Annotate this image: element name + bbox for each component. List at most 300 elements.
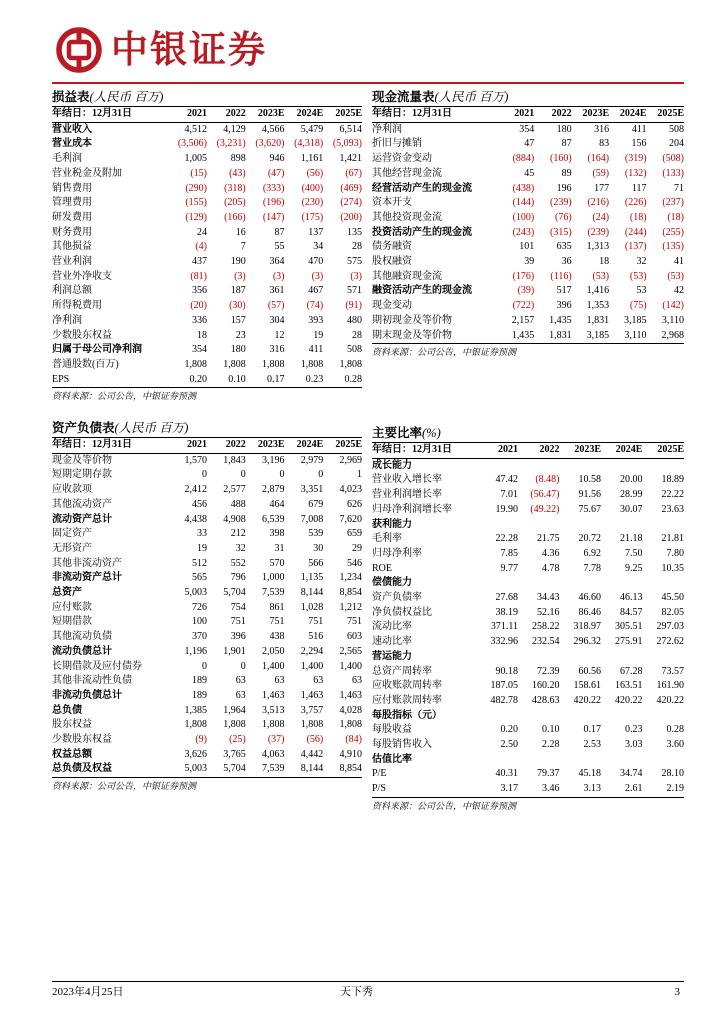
table-row [52,542,362,557]
table-cell-value: 1,463 [339,689,362,701]
table-cell-empty [518,576,559,591]
table-row [372,211,684,226]
row-label: 净负债权益比 [372,606,432,618]
table-row [52,167,362,182]
table-cell-value: 137 [308,226,324,238]
table-cell-value: 2,050 [262,645,285,657]
table-cell-value: 1,964 [223,704,246,716]
row-label: 资产负债率 [372,592,422,604]
row-label: 流动比率 [372,621,412,633]
column-header-year: 2022 [207,438,246,453]
table-cell-value: 1,808 [300,358,324,370]
table-cell-value: 7.50 [624,547,643,559]
table-cell-value: 4,129 [223,123,246,135]
table-cell-value: 482.78 [490,694,519,706]
table-cell-value: 4.36 [542,547,560,559]
table-cell-value: 63 [352,675,362,687]
table-cell-value: 177 [594,182,610,194]
row-label: 管理费用 [52,197,92,209]
table-cell-value: 28.99 [619,489,643,501]
table-cell-value: 437 [192,256,207,268]
table-cell-value: (76) [555,211,572,223]
table-cell-value: 467 [308,285,324,297]
column-header-date: 年结日：12月31日 [372,443,477,458]
section-label: 估值比率 [372,753,412,765]
table-row [52,453,362,468]
row-label: 所得税费用 [52,300,102,312]
table-row [52,211,362,226]
table-cell-value: 5,704 [207,762,246,777]
table-cell-value: 1,808 [262,358,285,370]
table-cell-value: 87 [561,138,572,150]
row-label: 营业收入 [52,123,92,135]
row-label: 普通股数(百万) [52,358,119,370]
table-cell-value: 1,808 [262,719,285,731]
row-label: 其他非流动性负债 [52,675,132,687]
table-row [52,498,362,513]
table-row [372,226,684,241]
table-cell-value: 3,196 [262,454,285,466]
table-cell-value: 83 [599,138,610,150]
table-cell-value: 1,808 [339,719,362,731]
table-cell-empty [642,650,684,665]
table-cell-value: (237) [662,197,684,209]
table-cell-value: (39) [517,285,535,297]
table-row [372,473,684,488]
table-cell-empty [601,753,642,768]
table-row [52,718,362,733]
table-cell-value: 304 [269,314,285,326]
table-cell-value: 23 [235,329,246,341]
table-cell-value: (8.48) [535,474,560,486]
table-cell-value: 2.50 [500,739,519,751]
table-cell-value: 53 [636,285,647,297]
table-cell-value: 488 [230,498,246,510]
table-cell-value: 3,351 [300,484,324,496]
table-cell-value: (175) [301,211,324,223]
table-cell-value: 754 [230,601,246,613]
table-cell-value: 30.07 [619,503,643,515]
table-cell-value: 5,003 [168,762,207,777]
table-row [52,601,362,616]
table-cell-value: (135) [662,241,684,253]
row-label: 非流动资产总计 [52,572,122,584]
table-cell-empty [642,518,684,533]
table-row [52,329,362,344]
table-cell-value: 603 [347,631,362,643]
table-cell-value: (56.47) [530,489,560,501]
table-cell-value: 438 [269,631,285,643]
table-cell-value: 190 [230,256,246,268]
table-cell-value: 36 [561,256,572,268]
table-cell-value: 7.78 [583,562,601,574]
table-cell-value: (226) [624,197,647,209]
row-label: 营业收入增长率 [372,474,442,486]
table-cell-empty [601,576,642,591]
table-cell-value: (4) [195,241,207,253]
table-cell-value: (3) [234,270,246,282]
table-cell-value: 2,294 [300,645,324,657]
table-row [372,137,684,152]
table-cell-value: 1,028 [300,601,324,613]
table-cell-value: (56) [306,734,324,746]
table-cell-value: (155) [185,197,207,209]
table-cell-value: 41 [674,256,684,268]
row-label: 总资产周转率 [372,665,432,677]
table-cell-value: 163.51 [614,680,643,692]
table-cell-value: 18 [197,329,207,341]
table-cell-value: 8,144 [285,762,324,777]
row-label: 其他非流动资产 [52,557,122,569]
row-label: 总资产 [52,587,82,599]
table-cell-value: (144) [512,197,535,209]
table-cell-value: (3,620) [255,138,285,150]
row-label: EPS [52,373,168,388]
table-cell-value: 1,808 [223,358,246,370]
table-cell-value: 73.57 [661,665,684,677]
table-cell-value: (116) [550,270,572,282]
row-label: 少数股东权益 [52,734,112,746]
table-row [372,182,684,197]
table-cell-value: (230) [301,197,324,209]
table-cell-value: 275.91 [614,636,643,648]
table-cell-value: 0.10 [207,373,246,388]
table-cell-value: 1,400 [262,660,285,672]
column-header-year: 2022 [207,107,246,122]
table-cell-empty [477,753,518,768]
table-cell-value: 21.81 [661,533,684,545]
table-cell-value: 1,385 [184,704,207,716]
table-cell-value: 272.62 [656,636,684,648]
row-label: 固定资产 [52,528,92,540]
table-cell-value: (25) [229,734,246,746]
column-header-year: 2023E [246,107,285,122]
table-cell-value: 2.19 [642,782,684,797]
table-row [52,314,362,329]
row-label: 应收账款周转率 [372,680,442,692]
table-cell-value: 2,968 [647,329,684,344]
table-row [372,679,684,694]
row-label: 折旧与摊销 [372,138,422,150]
table-cell-value: 898 [230,153,246,165]
table-cell-value: (205) [224,197,246,209]
table-row [52,255,362,270]
table-cell-value: (3) [311,270,324,282]
table-cell-value: 232.54 [532,636,560,648]
row-label: 非流动负债总计 [52,689,122,701]
table-row [52,358,362,373]
table-cell-value: (53) [667,270,684,282]
table-row [52,182,362,197]
table-cell-value: 1,313 [586,241,610,253]
table-cell-value: (142) [662,300,684,312]
row-label: 股权融资 [372,256,412,268]
table-cell-value: (5,093) [332,138,362,150]
table-row [372,122,684,137]
table-cell-value: 1,435 [549,314,572,326]
table-cell-value: 89 [561,167,572,179]
table-cell-value: 71 [674,182,684,194]
key-ratios-panel [372,425,684,813]
brand-name: 中银证券 [111,28,267,71]
section-label: 成长能力 [372,459,412,471]
table-row [52,513,362,528]
table-cell-value: (333) [262,182,285,194]
table-cell-value: 4,910 [339,748,362,760]
table-cell-value: 2.28 [542,739,560,751]
table-row [372,694,684,709]
table-cell-value: (57) [267,300,285,312]
table-cell-value: 0.17 [583,724,601,736]
table-cell-value: (133) [662,167,684,179]
table-cell-value: 751 [347,616,362,628]
table-cell-value: (137) [624,241,647,253]
table-cell-empty [560,753,601,768]
table-cell-value: 1,400 [339,660,362,672]
table-cell-value: 33 [197,528,207,540]
table-cell-value: 464 [269,498,285,510]
column-header-year: 2024E [601,443,642,458]
table-cell-value: 79.37 [537,768,560,780]
table-cell-value: 75.67 [578,503,601,515]
table-cell-empty [642,576,684,591]
table-cell-value: 63 [313,675,324,687]
table-cell-value: 20.72 [578,533,601,545]
table-cell-value: 0 [279,469,285,481]
table-cell-value: 7.80 [666,547,684,559]
row-label: P/E [372,768,387,780]
section-row [372,458,684,473]
table-cell-value: 470 [308,256,324,268]
column-header-year: 2023E [572,107,609,122]
table-cell-value: (722) [512,300,535,312]
table-cell-value: 23.63 [661,503,684,515]
table-cell-value: 32 [636,256,647,268]
table-cell-value: (67) [345,167,362,179]
table-cell-value: 7.01 [500,489,519,501]
table-cell-value: 354 [192,344,207,356]
row-label: 运营资金变动 [372,153,432,165]
panel-unit: (人民币 百万) [114,421,189,435]
table-row [52,137,362,152]
table-cell-value: 101 [519,241,535,253]
table-cell-value: (53) [592,270,610,282]
table-cell-value: (91) [345,300,362,312]
section-label: 每股指标（元） [372,709,442,721]
table-cell-value: 3,185 [624,314,647,326]
table-cell-value: 3,110 [661,314,684,326]
table-row [52,299,362,314]
row-label: 每股销售收入 [372,739,432,751]
table-cell-value: 575 [347,256,362,268]
table-header-row [52,438,362,453]
table-cell-value: 0.28 [323,373,362,388]
table-cell-empty [560,458,601,473]
table-cell-value: 67.28 [619,665,643,677]
table-cell-value: 4,023 [339,484,362,496]
section-row [372,709,684,724]
table-cell-value: 396 [230,631,246,643]
row-label: 其他融资现金流 [372,270,442,282]
row-label: 其他投资现金流 [372,211,442,223]
table-row [52,748,362,763]
row-label: 期初现金及等价物 [372,314,452,326]
table-cell-value: 6,514 [339,123,362,135]
table-cell-value: 2,969 [339,454,362,466]
table-cell-value: 411 [308,344,324,356]
table-cell-value: 19.90 [495,503,519,515]
table-cell-value: 3,110 [609,329,646,344]
table-cell-empty [477,458,518,473]
table-cell-empty [477,709,518,724]
row-label: 资本开支 [372,197,412,209]
table-cell-value: (37) [267,734,285,746]
table-row [372,782,684,797]
table-cell-value: (75) [629,300,647,312]
table-cell-empty [642,709,684,724]
table-cell-empty [642,753,684,768]
table-cell-empty [518,650,559,665]
table-row [52,660,362,675]
table-row [52,586,362,601]
table-cell-value: 1,463 [300,689,324,701]
table-header-row [52,107,362,122]
table-cell-value: 539 [308,528,324,540]
table-cell-value: 19 [313,329,324,341]
row-label: 净利润 [372,123,402,135]
balance-sheet-table [52,438,362,778]
table-row [52,284,362,299]
table-cell-value: 63 [235,675,246,687]
table-cell-value: 566 [308,557,324,569]
table-cell-value: 189 [192,675,207,687]
table-cell-value: 0.23 [624,724,643,736]
row-label: 总负债 [52,704,82,716]
table-cell-value: 570 [269,557,285,569]
section-label: 获利能力 [372,518,412,530]
income-statement-title [52,89,362,107]
section-row [372,576,684,591]
table-cell-value: (18) [629,211,647,223]
row-label: 净利润 [52,314,82,326]
table-cell-value: 47 [524,138,535,150]
table-cell-value: 160.20 [532,680,560,692]
table-cell-value: (255) [662,226,684,238]
table-row [372,562,684,577]
table-cell-value: 258.22 [532,621,560,633]
table-cell-empty [642,458,684,473]
table-cell-value: 517 [556,285,572,297]
table-cell-value: 158.61 [573,680,601,692]
table-cell-value: 1,808 [300,719,324,731]
table-cell-value: 1,808 [184,719,207,731]
table-cell-value: 9.77 [500,562,519,574]
table-cell-value: 22.22 [661,489,684,501]
table-cell-value: 91.56 [578,489,601,501]
panel-title-text: 现金流量表 [372,90,435,104]
table-cell-value: (81) [190,270,207,282]
table-cell-value: 1,196 [184,645,207,657]
table-cell-value: (56) [306,167,324,179]
table-cell-value: 156 [631,138,647,150]
column-header-year: 2025E [642,443,684,458]
table-cell-value: 361 [269,285,285,297]
table-cell-value: 398 [269,528,285,540]
table-cell-value: (47) [267,167,285,179]
table-cell-value: (3,506) [177,138,207,150]
table-cell-value: 7,539 [246,762,285,777]
table-row [52,270,362,285]
table-cell-value: 4,566 [262,123,285,135]
table-cell-value: 861 [269,601,285,613]
table-cell-value: 32 [235,542,246,554]
table-cell-value: 4,063 [262,748,285,760]
table-row [372,723,684,738]
table-cell-value: (3) [350,270,362,282]
table-cell-value: 45 [524,167,535,179]
table-cell-value: 0 [202,469,207,481]
row-label: 研发费用 [52,211,92,223]
table-cell-value: 1,831 [586,314,610,326]
table-cell-value: 5,479 [300,123,324,135]
table-header-row [372,443,684,458]
table-row [52,196,362,211]
table-cell-value: 6.92 [583,547,601,559]
row-label: 归母净利润增长率 [372,503,452,515]
table-cell-value: 2.53 [583,739,601,751]
row-label: 股东权益 [52,719,92,731]
table-cell-value: 212 [230,528,246,540]
table-cell-empty [601,709,642,724]
column-header-year: 2023E [246,438,285,453]
table-cell-value: 2,979 [300,454,324,466]
table-cell-value: 4.78 [542,562,560,574]
table-cell-value: 82.05 [661,606,684,618]
row-label: 营业成本 [52,138,92,150]
table-cell-value: 2,879 [262,484,285,496]
table-cell-value: 6,539 [262,513,285,525]
table-row [52,630,362,645]
row-label: 毛利润 [52,153,82,165]
table-cell-value: (100) [512,211,535,223]
table-cell-value: 187.05 [490,680,519,692]
cashflow-statement-panel [372,89,684,359]
table-cell-value: 336 [192,314,207,326]
table-cell-value: 135 [347,226,362,238]
row-label: 投资活动产生的现金流 [372,226,472,238]
table-cell-value: (216) [587,197,610,209]
table-row [52,373,362,388]
row-label: 总负债及权益 [52,762,168,777]
table-cell-value: 18.89 [661,474,684,486]
balance-sheet-panel [52,420,362,793]
table-cell-value: 20.00 [619,474,643,486]
table-cell-value: 480 [347,314,362,326]
income-statement-panel [52,89,362,403]
table-cell-empty [518,518,559,533]
table-cell-value: (400) [301,182,324,194]
table-cell-value: 86.46 [578,606,601,618]
table-cell-empty [560,576,601,591]
table-cell-value: 46.13 [619,592,643,604]
table-cell-value: 3.13 [560,782,601,797]
table-cell-value: 5,003 [184,587,207,599]
row-label: P/S [372,782,477,797]
row-label: 现金及等价物 [52,454,112,466]
table-cell-value: 0 [202,660,207,672]
table-cell-value: (43) [229,167,246,179]
table-cell-value: 34.43 [537,592,560,604]
